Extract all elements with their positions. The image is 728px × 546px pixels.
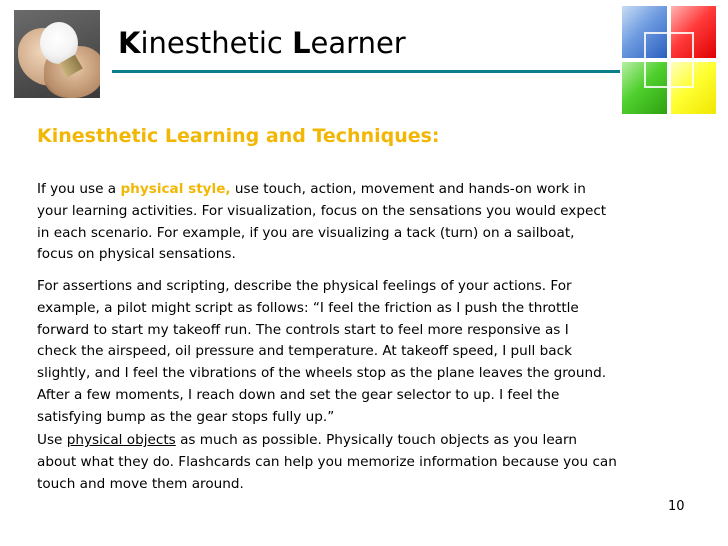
- text-line: Use: [37, 432, 67, 448]
- text-line: check the airspeed, oil pressure and temperature. At takeoff speed, I pull back: [37, 343, 572, 360]
- text-line: After a few moments, I reach down and set the gear selector to up. I feel the: [37, 386, 560, 403]
- section-heading: Kinesthetic Learning and Techniques:: [37, 125, 440, 147]
- text-line: about what they do. Flashcards can help you memorize information because you can: [37, 453, 617, 470]
- title-part: inesthetic: [140, 26, 293, 60]
- text-line: your learning activities. For visualization, focus on the sensations you would expect: [37, 202, 607, 219]
- four-squares-logo-icon: [622, 6, 718, 116]
- paragraph-physical-objects: [37, 430, 697, 495]
- text-line: If you use a: [37, 181, 121, 197]
- text-line: use touch, action, movement and hands-on work in: [230, 181, 586, 197]
- paragraph-physical-style: [37, 179, 697, 266]
- text-line: touch and move them around.: [37, 475, 244, 492]
- title-part: earner: [310, 26, 406, 60]
- title-underline: [112, 70, 620, 73]
- text-line: in each scenario. For example, if you are visualizing a tack (turn) on a sailboat,: [37, 224, 575, 241]
- text-line: satisfying bump as the gear stops fully up.”: [37, 408, 335, 425]
- physical-objects-link[interactable]: physical objects: [66, 432, 176, 448]
- text-line: For assertions and scripting, describe the physical feelings of your actions. For: [37, 278, 572, 294]
- title-initial-l: L: [292, 26, 311, 60]
- text-line: example, a pilot might script as follows: “I feel the friction as I push the throttle: [37, 299, 579, 316]
- paragraph-assertions: [37, 276, 697, 429]
- highlight-physical-style: physical style,: [120, 181, 231, 197]
- text-line: slightly, and I feel the vibrations of the wheels stop as the plane leaves the ground.: [37, 365, 607, 382]
- slide-title: [118, 26, 406, 60]
- page-number: 10: [668, 499, 685, 514]
- text-line: focus on physical sensations.: [37, 246, 236, 263]
- text-line: as much as possible. Physically touch objects as you learn: [175, 432, 577, 448]
- logo-center-outline: [644, 32, 694, 88]
- text-line: forward to start my takeoff run. The controls start to feel more responsive as I: [37, 321, 569, 338]
- lightbulb-hand-photo: [14, 10, 100, 98]
- title-initial-k: K: [118, 26, 141, 60]
